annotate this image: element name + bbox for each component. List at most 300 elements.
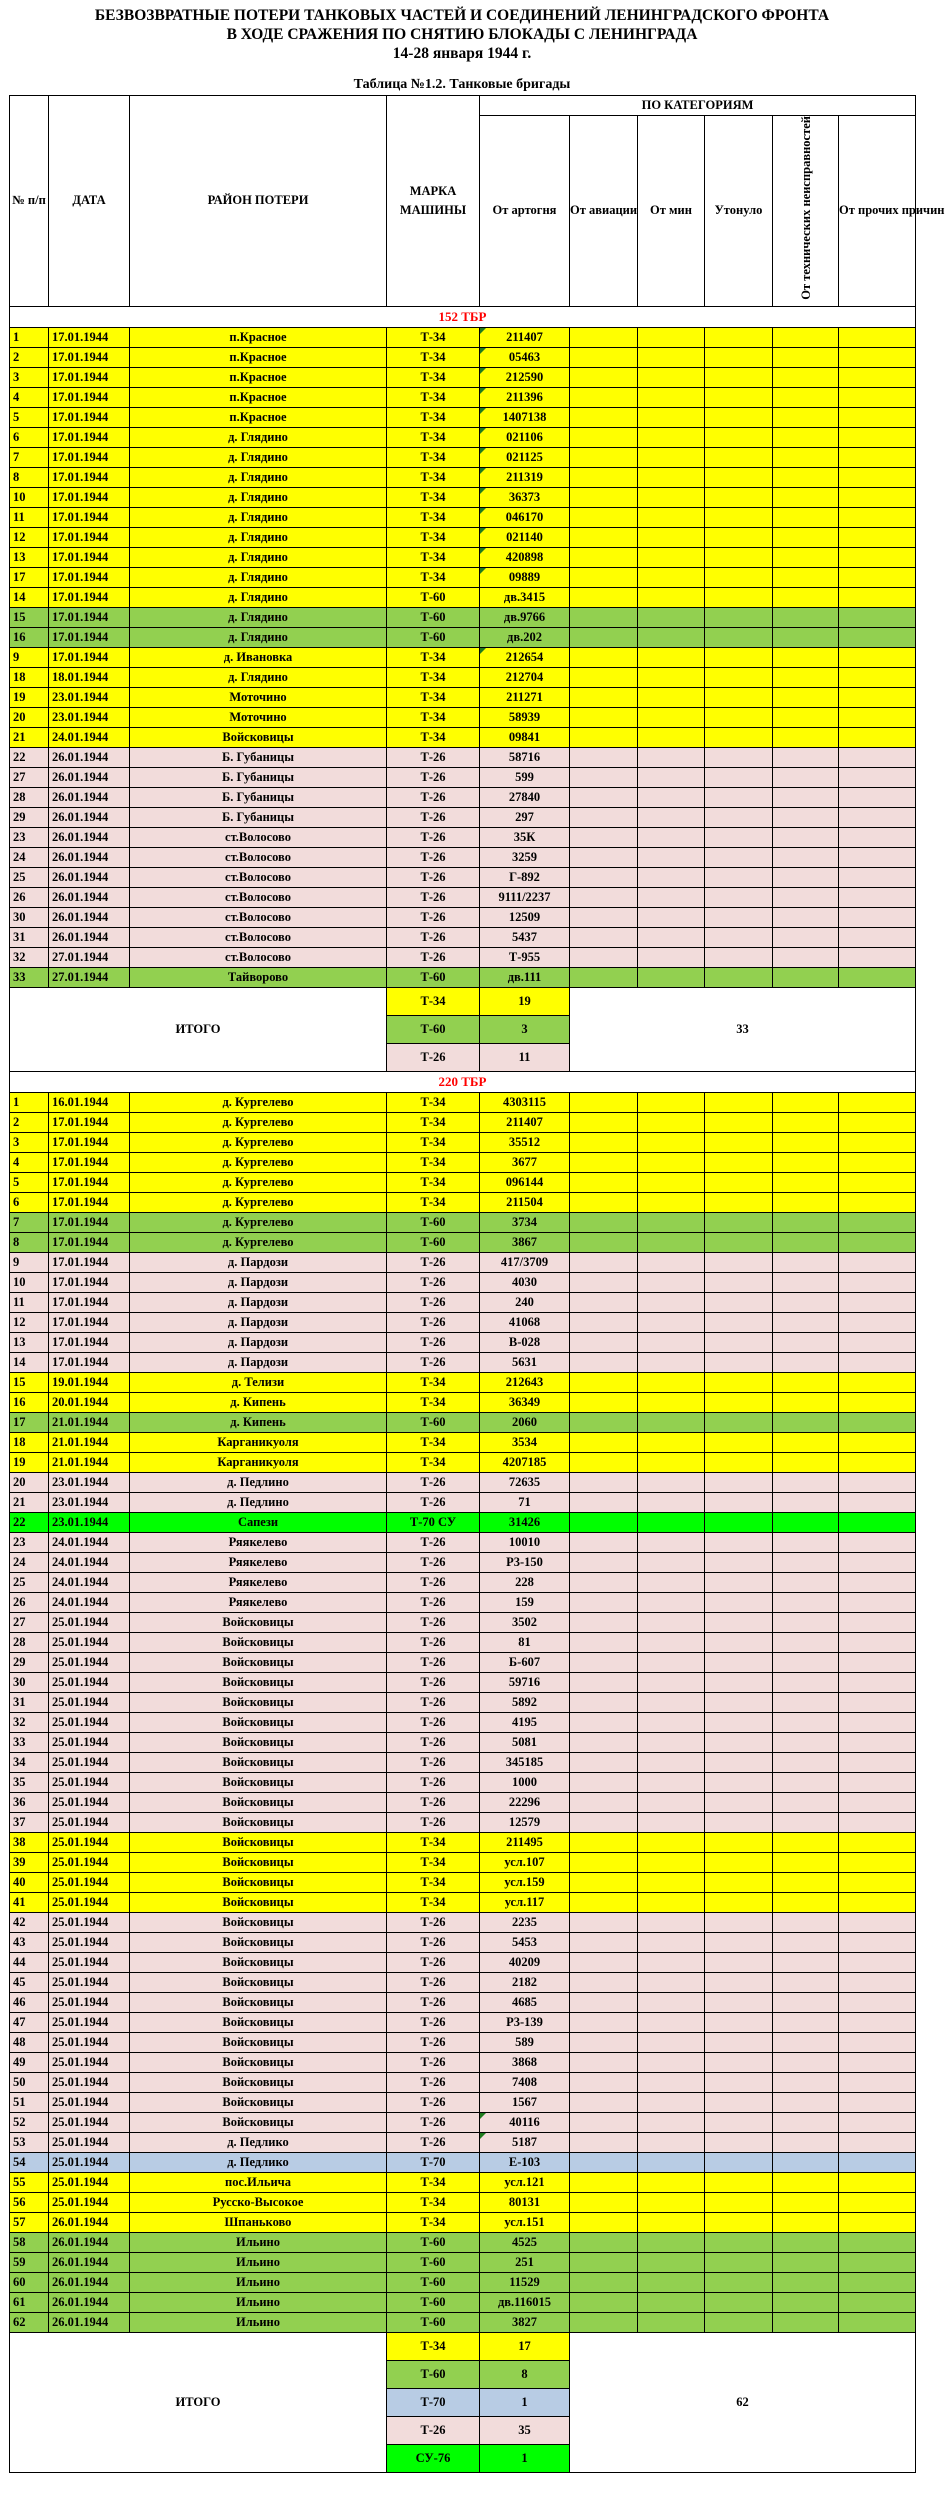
row-model: Т-60 [387,2292,480,2312]
row-model: Т-60 [387,1232,480,1252]
row-model: Т-34 [387,1112,480,1132]
row-number: 18 [10,667,49,687]
row-number: 54 [10,2152,49,2172]
row-empty-cell [705,2192,773,2212]
table-row [10,1232,916,1252]
row-artillery: 11529 [480,2272,570,2292]
total-model: Т-34 [387,2332,480,2360]
row-date: 25.01.1944 [49,1992,130,2012]
row-empty-cell [705,2312,773,2332]
row-empty-cell [570,1992,638,2012]
row-model: Т-26 [387,1692,480,1712]
row-model: Т-34 [387,2172,480,2192]
row-empty-cell [705,887,773,907]
row-model: Т-60 [387,627,480,647]
row-empty-cell [773,2152,839,2172]
row-empty-cell [705,2292,773,2312]
row-empty-cell [705,347,773,367]
row-empty-cell [839,2252,916,2272]
table-row [10,1612,916,1632]
document-title [0,0,924,63]
row-artillery: 3259 [480,847,570,867]
table-row [10,1252,916,1272]
row-empty-cell [570,627,638,647]
row-empty-cell [705,2152,773,2172]
row-empty-cell [705,547,773,567]
row-empty-cell [839,1992,916,2012]
row-artillery: 251 [480,2252,570,2272]
row-empty-cell [638,1912,705,1932]
row-date: 17.01.1944 [49,367,130,387]
row-area: ст.Волосово [130,887,387,907]
row-model: Т-34 [387,707,480,727]
row-artillery: 71 [480,1492,570,1512]
row-empty-cell [638,1512,705,1532]
row-artillery: 211504 [480,1192,570,1212]
table-row [10,1992,916,2012]
row-empty-cell [638,1212,705,1232]
table-row [10,2232,916,2252]
row-empty-cell [705,1452,773,1472]
table-row [10,1532,916,1552]
total-row [10,2332,916,2360]
row-date: 25.01.1944 [49,2132,130,2152]
row-empty-cell [705,2212,773,2232]
row-date: 17.01.1944 [49,447,130,467]
row-artillery: 5453 [480,1932,570,1952]
table-row [10,1092,916,1112]
row-empty-cell [773,1992,839,2012]
row-area: д. Телизи [130,1372,387,1392]
row-empty-cell [773,1492,839,1512]
row-number: 14 [10,587,49,607]
row-model: Т-34 [387,427,480,447]
row-empty-cell [638,1192,705,1212]
table-row [10,1372,916,1392]
row-empty-cell [773,367,839,387]
row-empty-cell [638,2312,705,2332]
row-number: 17 [10,1412,49,1432]
row-area: Войсковицы [130,1752,387,1772]
row-empty-cell [705,607,773,627]
table-row [10,2292,916,2312]
row-empty-cell [638,1672,705,1692]
table-row [10,2132,916,2152]
row-empty-cell [773,2232,839,2252]
row-empty-cell [638,427,705,447]
row-number: 52 [10,2112,49,2132]
row-empty-cell [705,1232,773,1252]
row-artillery: 4303115 [480,1092,570,1112]
row-empty-cell [638,847,705,867]
row-empty-cell [638,2132,705,2152]
row-area: Ряякелево [130,1532,387,1552]
row-empty-cell [705,1872,773,1892]
row-date: 17.01.1944 [49,1172,130,1192]
row-area: Войсковицы [130,1992,387,2012]
row-number: 16 [10,1392,49,1412]
row-date: 17.01.1944 [49,1212,130,1232]
header-aviation: От авиации [570,116,638,307]
row-date: 24.01.1944 [49,1592,130,1612]
total-count: 35 [480,2416,570,2444]
row-model: Т-26 [387,1932,480,1952]
row-artillery: 09841 [480,727,570,747]
row-empty-cell [773,2112,839,2132]
row-empty-cell [570,427,638,447]
row-date: 25.01.1944 [49,1712,130,1732]
row-date: 17.01.1944 [49,1292,130,1312]
row-empty-cell [773,967,839,987]
row-empty-cell [773,1372,839,1392]
row-artillery: 211495 [480,1832,570,1852]
row-model: Т-34 [387,1892,480,1912]
row-number: 17 [10,567,49,587]
row-area: д. Пардози [130,1312,387,1332]
row-empty-cell [570,1752,638,1772]
table-row [10,687,916,707]
row-number: 22 [10,747,49,767]
row-empty-cell [705,1412,773,1432]
brigade-title: 152 ТБР [10,306,916,327]
row-number: 51 [10,2092,49,2112]
row-date: 17.01.1944 [49,567,130,587]
row-empty-cell [773,1732,839,1752]
row-empty-cell [839,347,916,367]
row-date: 25.01.1944 [49,2192,130,2212]
row-empty-cell [839,2172,916,2192]
row-empty-cell [839,967,916,987]
row-model: Т-60 [387,1212,480,1232]
row-empty-cell [773,927,839,947]
total-count: 1 [480,2444,570,2472]
row-empty-cell [839,1492,916,1512]
row-model: Т-26 [387,1292,480,1312]
row-empty-cell [773,687,839,707]
row-empty-cell [638,1812,705,1832]
row-empty-cell [638,327,705,347]
row-empty-cell [570,1712,638,1732]
row-empty-cell [773,1892,839,1912]
row-area: Войсковицы [130,2032,387,2052]
row-empty-cell [839,2072,916,2092]
row-empty-cell [839,1772,916,1792]
row-artillery: Е-103 [480,2152,570,2172]
row-artillery: 211396 [480,387,570,407]
row-model: Т-26 [387,2012,480,2032]
table-row [10,487,916,507]
row-empty-cell [773,827,839,847]
row-empty-cell [773,567,839,587]
row-empty-cell [570,1332,638,1352]
row-empty-cell [773,1232,839,1252]
row-model: Т-26 [387,867,480,887]
row-empty-cell [773,1772,839,1792]
table-row [10,2092,916,2112]
row-empty-cell [638,1272,705,1292]
row-empty-cell [705,2112,773,2132]
table-row [10,1512,916,1532]
row-number: 43 [10,1932,49,1952]
row-empty-cell [638,1972,705,1992]
row-empty-cell [773,1812,839,1832]
row-empty-cell [839,2112,916,2132]
row-model: Т-34 [387,647,480,667]
row-area: Войсковицы [130,1972,387,1992]
total-label: ИТОГО [10,987,387,1071]
row-artillery: 297 [480,807,570,827]
row-empty-cell [638,1592,705,1612]
table-row [10,867,916,887]
row-empty-cell [570,607,638,627]
row-model: Т-26 [387,1652,480,1672]
row-empty-cell [839,427,916,447]
row-number: 27 [10,767,49,787]
total-count: 3 [480,1015,570,1043]
row-date: 20.01.1944 [49,1392,130,1412]
row-artillery: 4525 [480,2232,570,2252]
row-empty-cell [839,827,916,847]
row-empty-cell [705,1632,773,1652]
row-empty-cell [638,1232,705,1252]
table-row [10,1732,916,1752]
row-date: 25.01.1944 [49,1932,130,1952]
row-empty-cell [773,387,839,407]
row-empty-cell [839,2012,916,2032]
row-empty-cell [839,867,916,887]
row-artillery: усл.117 [480,1892,570,1912]
row-area: д. Кургелево [130,1232,387,1252]
row-area: Б. Губаницы [130,747,387,767]
row-empty-cell [773,787,839,807]
row-number: 20 [10,1472,49,1492]
row-area: д. Кургелево [130,1152,387,1172]
row-empty-cell [773,347,839,367]
table-row [10,2012,916,2032]
row-empty-cell [638,367,705,387]
row-model: Т-34 [387,467,480,487]
row-empty-cell [638,1152,705,1172]
row-empty-cell [570,2032,638,2052]
row-empty-cell [839,2212,916,2232]
row-empty-cell [638,767,705,787]
row-artillery: 3677 [480,1152,570,1172]
row-artillery: дв.116015 [480,2292,570,2312]
row-model: Т-26 [387,2112,480,2132]
row-empty-cell [773,2292,839,2312]
row-empty-cell [839,1572,916,1592]
row-empty-cell [839,327,916,347]
row-empty-cell [638,1372,705,1392]
row-empty-cell [638,1652,705,1672]
row-area: Войсковицы [130,727,387,747]
table-row [10,727,916,747]
row-empty-cell [638,2252,705,2272]
row-empty-cell [570,1512,638,1532]
row-empty-cell [638,1472,705,1492]
row-empty-cell [839,1452,916,1472]
table-caption: Таблица №1.2. Танковые бригады [353,77,571,92]
row-empty-cell [773,1132,839,1152]
row-date: 17.01.1944 [49,1332,130,1352]
row-empty-cell [839,1172,916,1192]
table-row [10,2152,916,2172]
table-row [10,1472,916,1492]
row-area: д. Кургелево [130,1092,387,1112]
row-date: 17.01.1944 [49,1192,130,1212]
row-date: 17.01.1944 [49,587,130,607]
row-area: д. Глядино [130,667,387,687]
row-empty-cell [705,1512,773,1532]
row-area: д. Пардози [130,1292,387,1312]
row-empty-cell [705,2252,773,2272]
row-empty-cell [839,2312,916,2332]
row-model: Т-26 [387,2072,480,2092]
row-empty-cell [773,707,839,727]
row-number: 29 [10,807,49,827]
row-empty-cell [638,947,705,967]
header-area: РАЙОН ПОТЕРИ [130,96,387,307]
row-empty-cell [839,627,916,647]
row-empty-cell [773,507,839,527]
row-model: Т-34 [387,727,480,747]
total-count: 17 [480,2332,570,2360]
row-artillery: 4207185 [480,1452,570,1472]
total-count: 1 [480,2388,570,2416]
grand-total: 33 [570,987,916,1071]
row-area: д. Пардози [130,1352,387,1372]
row-empty-cell [638,1092,705,1112]
row-empty-cell [570,907,638,927]
row-model: Т-60 [387,2252,480,2272]
row-date: 25.01.1944 [49,1872,130,1892]
row-date: 26.01.1944 [49,887,130,907]
row-date: 27.01.1944 [49,967,130,987]
row-empty-cell [773,2052,839,2072]
row-area: Б. Губаницы [130,787,387,807]
row-empty-cell [638,687,705,707]
row-empty-cell [773,2272,839,2292]
row-date: 21.01.1944 [49,1452,130,1472]
row-date: 25.01.1944 [49,1792,130,1812]
row-empty-cell [638,587,705,607]
row-empty-cell [839,2292,916,2312]
row-date: 17.01.1944 [49,547,130,567]
row-empty-cell [839,887,916,907]
row-artillery: 41068 [480,1312,570,1332]
losses-table [9,95,945,2473]
row-model: Т-60 [387,607,480,627]
row-empty-cell [570,2112,638,2132]
row-area: д. Кургелево [130,1212,387,1232]
row-number: 6 [10,427,49,447]
row-date: 25.01.1944 [49,1632,130,1652]
row-model: Т-26 [387,2052,480,2072]
row-number: 18 [10,1432,49,1452]
table-row [10,447,916,467]
row-model: Т-26 [387,1312,480,1332]
row-empty-cell [705,1472,773,1492]
row-model: Т-26 [387,907,480,927]
row-area: д. Педлино [130,1472,387,1492]
row-empty-cell [773,1612,839,1632]
row-model: Т-26 [387,1972,480,1992]
table-row [10,667,916,687]
table-row [10,2312,916,2332]
row-empty-cell [839,487,916,507]
row-empty-cell [638,1352,705,1372]
row-artillery: 5631 [480,1352,570,1372]
row-date: 17.01.1944 [49,407,130,427]
row-area: п.Красное [130,387,387,407]
row-empty-cell [773,2012,839,2032]
row-area: Войсковицы [130,1672,387,1692]
row-empty-cell [839,1332,916,1352]
row-area: Ильино [130,2232,387,2252]
row-date: 24.01.1944 [49,1572,130,1592]
table-row [10,327,916,347]
total-model: Т-26 [387,1043,480,1071]
row-model: Т-34 [387,1832,480,1852]
table-row [10,1152,916,1172]
row-number: 33 [10,1732,49,1752]
row-empty-cell [773,407,839,427]
row-empty-cell [773,1352,839,1372]
row-artillery: 3868 [480,2052,570,2072]
row-date: 23.01.1944 [49,687,130,707]
row-empty-cell [705,967,773,987]
row-date: 24.01.1944 [49,727,130,747]
row-empty-cell [839,507,916,527]
row-model: Т-60 [387,2312,480,2332]
row-artillery: 7408 [480,2072,570,2092]
table-row [10,567,916,587]
row-model: Т-26 [387,927,480,947]
row-number: 2 [10,347,49,367]
row-area: ст.Волосово [130,847,387,867]
row-empty-cell [638,2012,705,2032]
row-empty-cell [638,1552,705,1572]
row-number: 13 [10,547,49,567]
row-number: 6 [10,1192,49,1212]
row-area: Войсковицы [130,1812,387,1832]
row-artillery: 35К [480,827,570,847]
row-empty-cell [705,2132,773,2152]
row-artillery: усл.121 [480,2172,570,2192]
row-empty-cell [705,1832,773,1852]
row-artillery: 159 [480,1592,570,1612]
row-date: 25.01.1944 [49,1652,130,1672]
row-empty-cell [773,2092,839,2112]
row-empty-cell [570,1412,638,1432]
row-empty-cell [773,1972,839,1992]
table-row [10,967,916,987]
row-empty-cell [570,1812,638,1832]
row-model: Т-26 [387,947,480,967]
row-empty-cell [705,707,773,727]
table-row [10,2072,916,2092]
table-row [10,2252,916,2272]
row-number: 1 [10,1092,49,1112]
row-date: 23.01.1944 [49,1492,130,1512]
row-empty-cell [638,2112,705,2132]
row-empty-cell [570,747,638,767]
row-number: 25 [10,867,49,887]
row-empty-cell [570,2192,638,2212]
row-date: 27.01.1944 [49,947,130,967]
row-empty-cell [773,487,839,507]
row-number: 21 [10,727,49,747]
